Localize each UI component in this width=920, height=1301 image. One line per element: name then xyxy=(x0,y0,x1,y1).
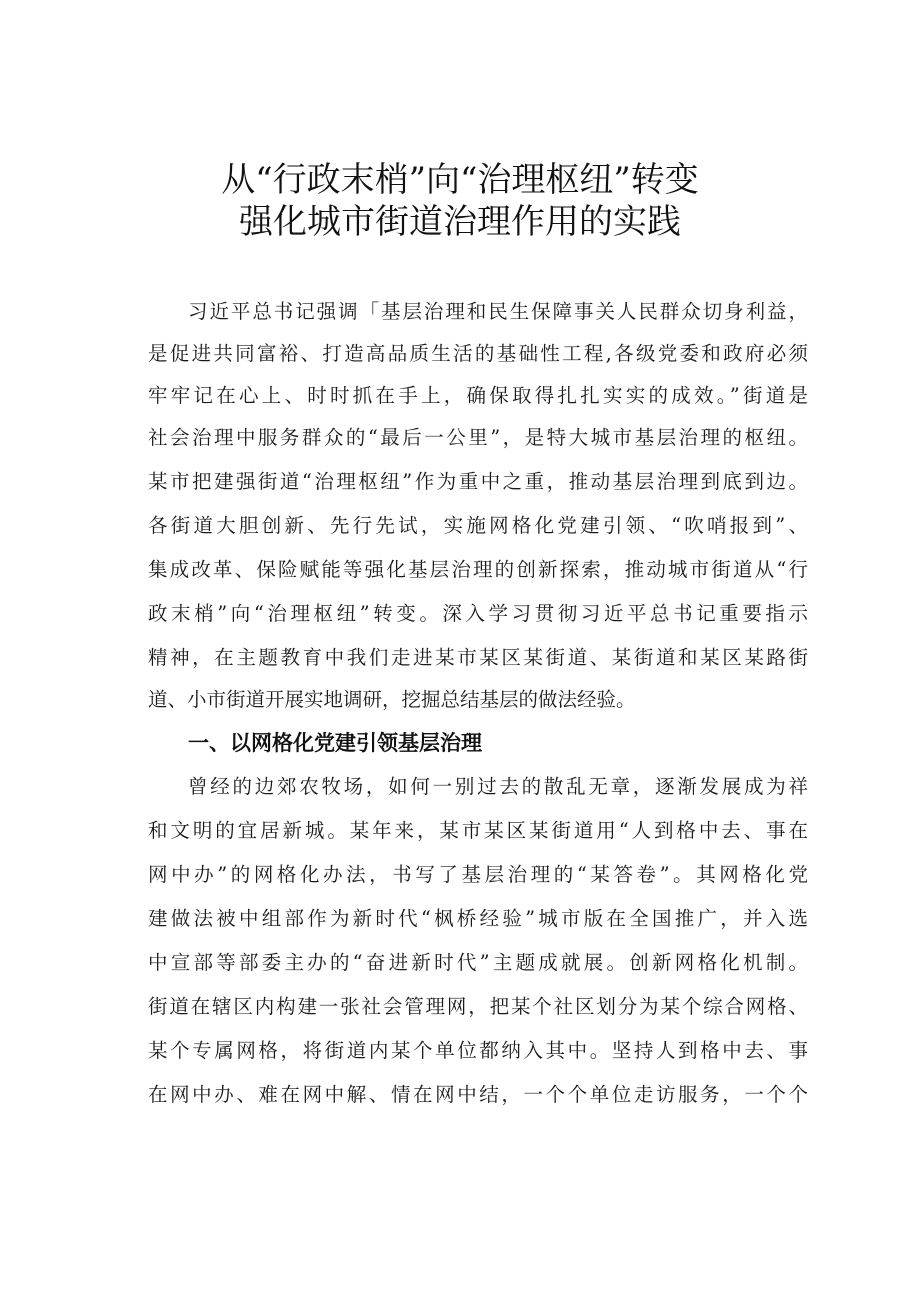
document-title-line-2: 强化城市街道治理作用的实践 xyxy=(239,202,681,242)
section-body-line: 和文明的宜居新城。某年来，某市某区某街道用“人到格中去、事在 xyxy=(148,819,808,842)
section-body-line: 曾经的边郊农牧场，如何一别过去的散乱无章，逐渐发展成为祥 xyxy=(188,775,808,798)
document-title-line-1: 从“行政末梢”向“治理枢纽”转变 xyxy=(221,160,699,200)
intro-line: 习近平总书记强调「基层治理和民生保障事关人民群众切身利益， xyxy=(188,300,808,323)
intro-line: 是促进共同富裕、打造高品质生活的基础性工程,各级党委和政府必须 xyxy=(148,342,808,365)
intro-line: 政末梢”向“治理枢纽”转变。深入学习贯彻习近平总书记重要指示 xyxy=(148,602,808,625)
intro-line: 某市把建强街道“治理枢纽”作为重中之重，推动基层治理到底到边。 xyxy=(148,470,808,493)
intro-line: 集成改革、保险赋能等强化基层治理的创新探索，推动城市街道从“行 xyxy=(148,558,808,581)
section-body-line: 某个专属网格，将街道内某个单位都纳入其中。坚持人到格中去、事 xyxy=(148,1039,808,1062)
intro-line: 各街道大胆创新、先行先试，实施网格化党建引领、“吹哨报到”、 xyxy=(148,514,808,537)
intro-line: 精神，在主题教育中我们走进某市某区某街道、某街道和某区某路街 xyxy=(148,646,808,669)
section-body-line: 街道在辖区内构建一张社会管理网，把某个社区划分为某个综合网格、 xyxy=(148,995,808,1018)
section-heading: 一、以网格化党建引领基层治理 xyxy=(188,731,482,755)
section-body-line: 建做法被中组部作为新时代“枫桥经验”城市版在全国推广，并入选 xyxy=(148,907,808,930)
intro-line: 牢牢记在心上、时时抓在手上，确保取得扎扎实实的成效。”街道是 xyxy=(148,384,808,407)
section-body-line: 在网中办、难在网中解、情在网中结，一个个单位走访服务，一个个 xyxy=(148,1083,808,1106)
section-body-line: 中宣部等部委主办的“奋进新时代”主题成就展。创新网格化机制。 xyxy=(148,951,808,974)
intro-line: 社会治理中服务群众的“最后一公里”，是特大城市基层治理的枢纽。 xyxy=(148,426,808,449)
intro-line: 道、小市街道开展实地调研，挖掘总结基层的做法经验。 xyxy=(148,688,636,711)
section-body-line: 网中办”的网格化办法，书写了基层治理的“某答卷”。其网格化党 xyxy=(148,863,808,886)
